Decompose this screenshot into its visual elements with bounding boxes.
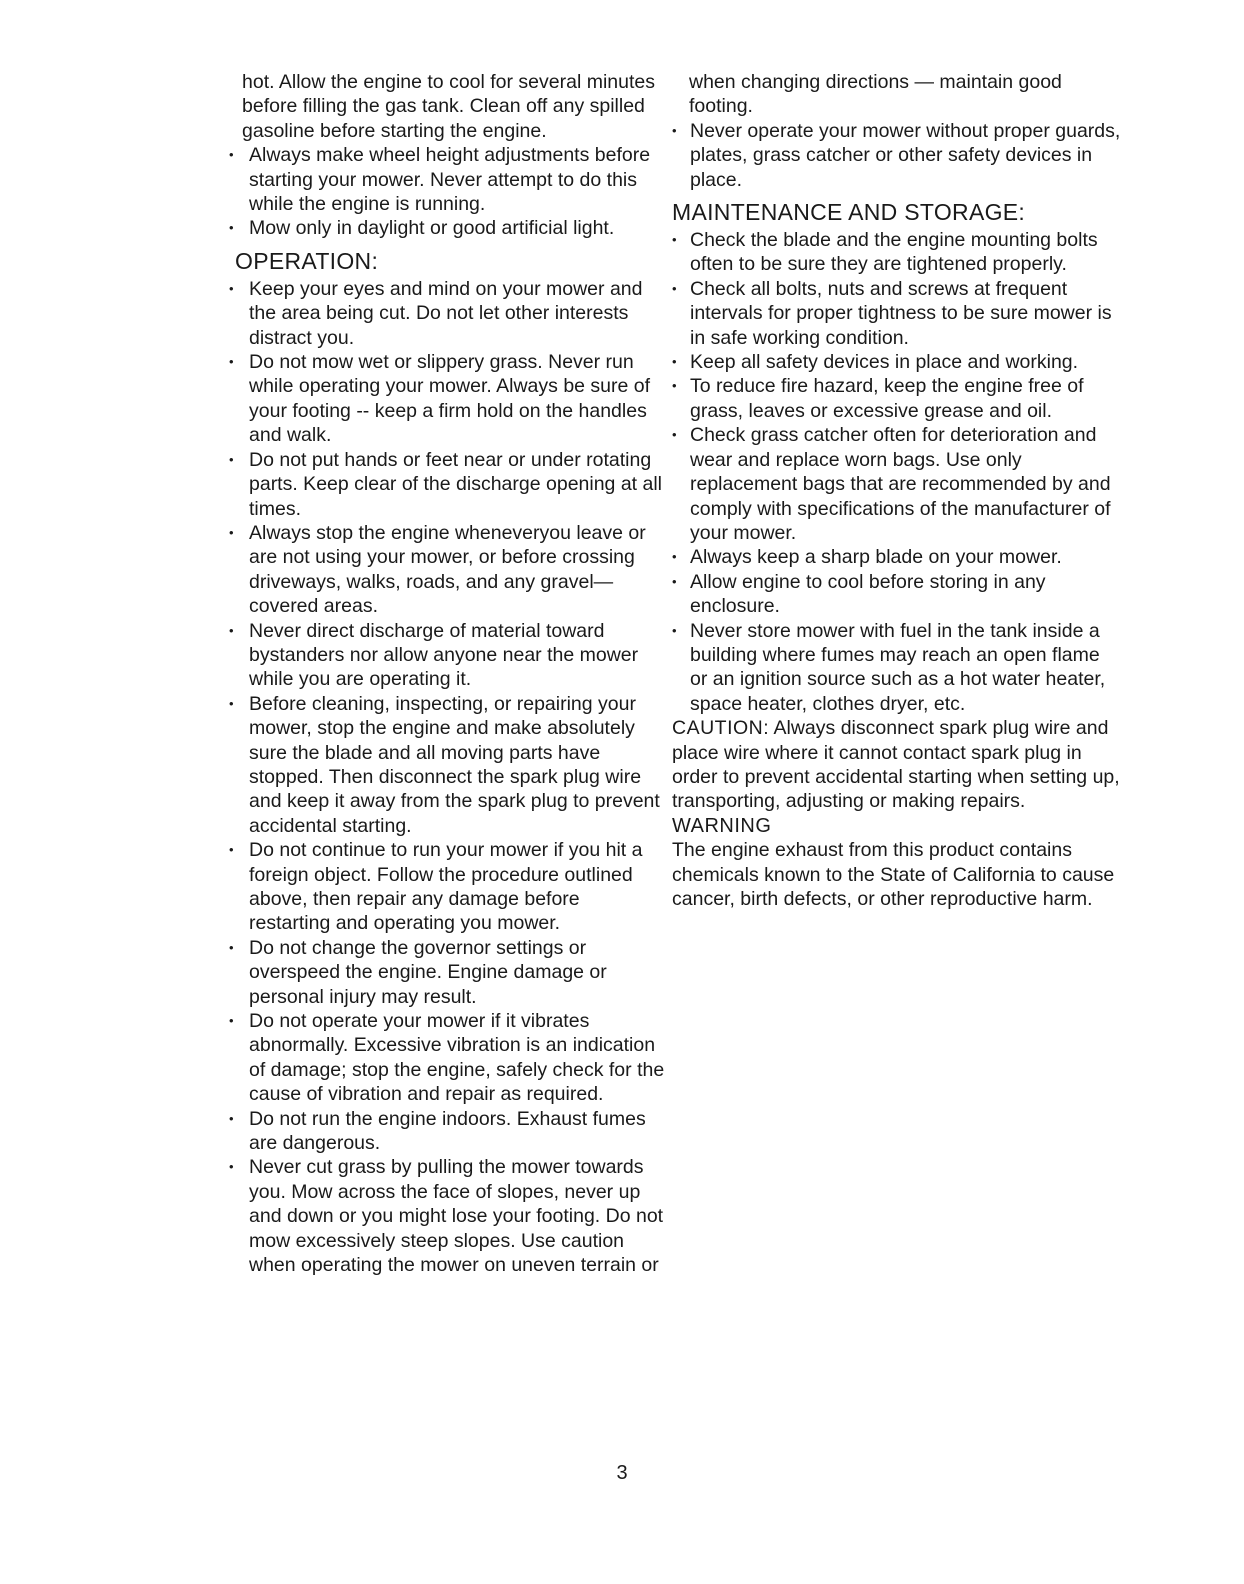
- bullet-icon: •: [229, 622, 234, 638]
- list-item: [672, 619, 1122, 717]
- list-item: [225, 1155, 665, 1277]
- list-item: [672, 423, 1122, 545]
- list-item-text: Never direct discharge of material toward bystanders nor allow anyone near the mower while you are operating it.: [249, 619, 639, 691]
- caution-label: CAUTION:: [672, 717, 770, 740]
- list-item-text: Do not mow wet or slippery grass. Never run while operating your mower. Always be sure of your footing -- keep a firm hold on the handles and walk.: [249, 351, 651, 447]
- bullet-icon: •: [229, 842, 234, 858]
- list-item: [225, 619, 665, 692]
- list-item: [225, 143, 665, 216]
- right-column: [672, 70, 1122, 911]
- bullet-icon: •: [229, 1159, 234, 1175]
- list-item-text: Check all bolts, nuts and screws at frequent intervals for proper tightness to be sure mower is in safe working condition.: [690, 277, 1112, 349]
- list-item-text: Do not continue to run your mower if you hit a foreign object. Follow the procedure outlined above, then repair any damage before restarting and operating you mower.: [249, 839, 643, 935]
- list-item-text: Never store mower with fuel in the tank inside a building where fumes may reach an open flame or an ignition source such as a hot water heater, space heater, clothes dryer, etc.: [690, 619, 1106, 715]
- bullet-icon: •: [672, 622, 677, 638]
- list-item-text: To reduce fire hazard, keep the engine free of grass, leaves or excessive grease and oil.: [690, 375, 1084, 422]
- list-item-text: Check the blade and the engine mounting bolts often to be sure they are tightened properly.: [690, 229, 1098, 276]
- list-item-text: Mow only in daylight or good artificial light.: [249, 217, 615, 240]
- maintenance-heading: MAINTENANCE AND STORAGE:: [672, 199, 1026, 226]
- bullet-icon: •: [672, 122, 677, 138]
- list-item-text: Do not run the engine indoors. Exhaust fumes are dangerous.: [249, 1107, 646, 1155]
- operation-bullet-list: [225, 277, 665, 1278]
- maintenance-bullet-list: [672, 228, 1122, 716]
- list-item: [672, 374, 1122, 423]
- intro-paragraph: hot. Allow the engine to cool for several minutes before filling the gas tank. Clean off any spilled gasoline before starting the engine.: [242, 71, 655, 142]
- list-item: [225, 521, 665, 619]
- bullet-icon: •: [672, 549, 677, 565]
- continuation-paragraph: when changing directions — maintain good footing.: [689, 71, 1062, 118]
- list-item-text: Before cleaning, inspecting, or repairing your mower, stop the engine and make absolutely sure the blade and all moving parts have stopped. Then disconnect the spark plug wire and keep it away from the spark plug to prevent accidental starting.: [249, 692, 660, 837]
- list-item: [225, 1107, 665, 1156]
- bullet-icon: •: [229, 354, 234, 370]
- bullet-icon: •: [229, 220, 234, 236]
- bullet-icon: •: [229, 280, 234, 296]
- list-item-text: Never operate your mower without proper guards, plates, grass catcher or other safety devices in place.: [690, 119, 1121, 191]
- warning-label: WARNING: [672, 814, 772, 837]
- list-item: [225, 838, 665, 936]
- list-item-text: Keep your eyes and mind on your mower and the area being cut. Do not let other interests distract you.: [249, 277, 643, 349]
- bullet-icon: •: [672, 573, 677, 589]
- warning-text: The engine exhaust from this product contains chemicals known to the State of California to cause cancer, birth defects, or other reproductive harm.: [672, 839, 1115, 910]
- list-item: [672, 350, 1122, 374]
- list-item-text: Do not operate your mower if it vibrates abnormally. Excessive vibration is an indication of damage; stop the engine, safely check for the cause of vibration and repair as required.: [249, 1010, 665, 1106]
- right-intro-bullet-list: [672, 119, 1122, 192]
- bullet-icon: •: [672, 232, 677, 248]
- list-item-text: Keep all safety devices in place and working.: [690, 351, 1079, 374]
- intro-bullet-list: [225, 143, 665, 241]
- list-item-text: Always keep a sharp blade on your mower.: [690, 546, 1062, 569]
- bullet-icon: •: [229, 695, 234, 711]
- page-number: 3: [616, 1462, 628, 1484]
- bullet-icon: •: [672, 354, 677, 370]
- list-item: [672, 570, 1122, 619]
- caution-paragraph: [672, 716, 1122, 814]
- bullet-icon: •: [229, 939, 234, 955]
- list-item: [225, 936, 665, 1009]
- bullet-icon: •: [672, 427, 677, 443]
- list-item-text: Check grass catcher often for deterioration and wear and replace worn bags. Use only replacement bags that are recommended by and comply with specifications of the manufacturer of your mower.: [690, 424, 1111, 544]
- list-item: [225, 692, 665, 838]
- list-item: [225, 216, 665, 240]
- bullet-icon: •: [229, 1013, 234, 1029]
- bullet-icon: •: [229, 524, 234, 540]
- list-item: [225, 1009, 665, 1107]
- list-item: [225, 448, 665, 521]
- list-item-text: Allow engine to cool before storing in any enclosure.: [690, 570, 1046, 618]
- bullet-icon: •: [229, 147, 234, 163]
- list-item-text: Do not put hands or feet near or under rotating parts. Keep clear of the discharge opening at all times.: [249, 448, 663, 520]
- bullet-icon: •: [229, 451, 234, 467]
- left-column: [225, 70, 665, 1278]
- list-item-text: Always make wheel height adjustments before starting your mower. Never attempt to do this while the engine is running.: [249, 144, 651, 216]
- operation-heading: OPERATION:: [235, 247, 379, 274]
- list-item: [672, 545, 1122, 569]
- list-item-text: Never cut grass by pulling the mower towards you. Mow across the face of slopes, never up and down or you might lose your footing. Do not mow excessively steep slopes. Use caution when operating the mower on uneven terrain or: [249, 1156, 664, 1277]
- list-item: [225, 277, 665, 350]
- bullet-icon: •: [229, 1110, 234, 1126]
- list-item: [225, 350, 665, 448]
- list-item-text: Always stop the engine wheneveryou leave or are not using your mower, or before crossing driveways, walks, roads, and any gravel—covered areas.: [249, 521, 646, 618]
- bullet-icon: •: [672, 280, 677, 296]
- list-item: [672, 277, 1122, 350]
- list-item-text: Do not change the governor settings or overspeed the engine. Engine damage or personal injury may result.: [249, 936, 607, 1008]
- bullet-icon: •: [672, 378, 677, 394]
- list-item: [672, 119, 1122, 192]
- caution-text: Always disconnect spark plug wire and place wire where it cannot contact spark plug in order to prevent accidental starting when setting up, transporting, adjusting or making repairs.: [672, 717, 1120, 813]
- list-item: [672, 228, 1122, 277]
